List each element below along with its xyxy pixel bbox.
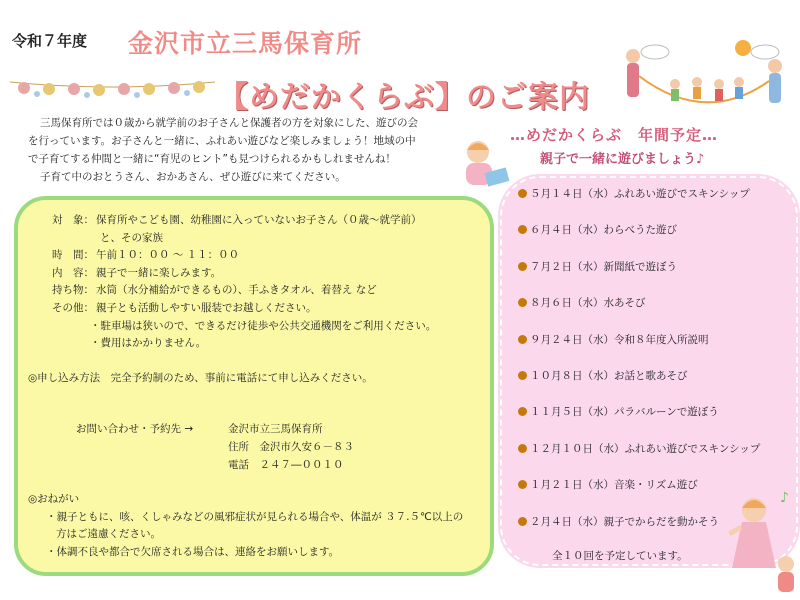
schedule-total: 全１０回を予定しています。 <box>552 550 688 562</box>
fee-note: ・費用はかかりません。 <box>90 337 207 350</box>
other-value: 親子とも活動しやすい服装でお越しください。 <box>96 301 317 314</box>
bullet-icon <box>518 335 527 344</box>
belongings-value: 水筒（水分補給ができるもの）、手ふきタオル、着替え など <box>96 284 377 297</box>
other-row-parking <box>28 318 488 336</box>
schedule-entry: ８月６日（水）水あそび <box>530 297 646 310</box>
details-content <box>28 212 488 562</box>
time-label: 時 間： <box>52 249 94 262</box>
request-item-cont: 方はご遠慮ください。 <box>56 528 161 541</box>
intro-line: を行っています。お子さんと一緒に、ふれあい遊びなど楽しみましょう！地域の中 <box>28 135 416 147</box>
target-row-cont <box>28 230 488 248</box>
other-row <box>28 300 488 318</box>
dancing-girl-illustration-icon <box>720 488 800 598</box>
intro-line: 子育て中のおとうさん、おかあさん、ぜひ遊びに来てください。 <box>40 171 346 183</box>
schedule-entry: １１月５日（水）パラバルーンで遊ぼう <box>530 406 719 419</box>
content-value: 親子で一緒に楽しみます。 <box>96 266 222 279</box>
belongings-row <box>28 282 488 300</box>
list-item <box>518 186 788 222</box>
belongings-label: 持ち物： <box>52 284 94 297</box>
bullet-icon <box>518 262 527 271</box>
target-value: 保育所やこども園、幼稚園に入っていないお子さん（０歳～就学前） <box>96 214 422 226</box>
bullet-icon <box>518 407 527 416</box>
page-title: 【めだかくらぶ】のご案内 <box>218 80 590 115</box>
request-item: ・親子ともに、咳、くしゃみなどの風邪症状が見られる場合や、体温が ３７.５℃以上の <box>46 510 464 523</box>
request-item: ・体調不良や都合で欠席される場合は、連絡をお願いします。 <box>46 545 340 558</box>
intro-line: 三馬保育所では０歳から就学前のお子さんと保護者の方を対象にした、遊びの会 <box>40 117 418 129</box>
schedule-entry: ２月４日（水）親子でからだを動かそう <box>530 515 719 528</box>
other-label: その他： <box>52 301 94 314</box>
bullet-icon <box>518 298 527 307</box>
svg-text:♪: ♪ <box>780 490 789 506</box>
mother-reading-illustration-icon <box>456 138 516 194</box>
bullet-icon <box>518 444 527 453</box>
year-label: 令和７年度 <box>12 32 88 50</box>
schedule-entry: ７月２日（水）新聞紙で遊ぼう <box>530 260 677 273</box>
yearly-schedule-subtitle: 親子で一緒に遊びましょう♪ <box>540 152 705 167</box>
list-item <box>518 404 788 440</box>
bullet-icon <box>518 480 527 489</box>
list-item <box>518 295 788 331</box>
list-item <box>518 222 788 258</box>
time-value: 午前１０：００ ～ １１：００ <box>96 249 240 262</box>
schedule-entry: １月２１日（水）音楽・リズム遊び <box>530 479 698 492</box>
contact-row <box>28 421 488 439</box>
facility-title: 金沢市立三馬保育所 <box>128 29 363 58</box>
schedule-entry: ５月１４日（水）ふれあい遊びでスキンシップ <box>530 188 750 200</box>
contact-name: 金沢市立三馬保育所 <box>228 423 323 436</box>
contact-phone: 電話 ２４７―００１０ <box>228 458 344 471</box>
application-method: ◎申し込み方法 完全予約制のため、事前に電話にて申し込みください。 <box>28 371 373 384</box>
parking-note: ・駐車場は狭いので、できるだけ徒歩や公共交通機関をご利用ください。 <box>90 319 437 332</box>
bullet-icon <box>518 225 527 234</box>
bird-garland-icon <box>10 74 215 102</box>
bullet-icon <box>518 189 527 198</box>
requests-title: ◎おねがい <box>28 493 80 506</box>
content-label: 内 容： <box>52 266 94 279</box>
yearly-schedule-title: …めだかくらぶ 年間予定… <box>510 126 719 144</box>
target-row <box>28 212 488 230</box>
children-playing-illustration-icon <box>615 36 795 118</box>
list-item <box>518 368 788 404</box>
target-value-cont: と、その家族 <box>100 231 163 244</box>
target-label: 対 象： <box>52 214 94 226</box>
schedule-entry: １０月８日（水）お話と歌あそび <box>530 369 688 382</box>
bullet-icon <box>518 371 527 380</box>
time-row <box>28 247 488 265</box>
intro-text <box>28 114 488 186</box>
other-row-fee <box>28 335 488 353</box>
contact-label: お問い合わせ・予約先 → <box>76 423 194 436</box>
schedule-entry: １２月１０日（水）ふれあい遊びでスキンシップ <box>530 442 761 455</box>
schedule-entry: ６月４日（水）わらべうた遊び <box>530 224 677 237</box>
list-item <box>518 259 788 295</box>
schedule-entry: ９月２４日（水）令和８年度入所説明 <box>530 333 709 346</box>
list-item <box>518 441 788 477</box>
contact-address: 住所 金沢市久安６－８３ <box>228 440 354 453</box>
bullet-icon <box>518 517 527 526</box>
list-item <box>518 332 788 368</box>
intro-line: で子育てする仲間と一緒に“育児のヒント”も見つけられるかもしれませんね！ <box>28 153 396 165</box>
content-row <box>28 265 488 283</box>
